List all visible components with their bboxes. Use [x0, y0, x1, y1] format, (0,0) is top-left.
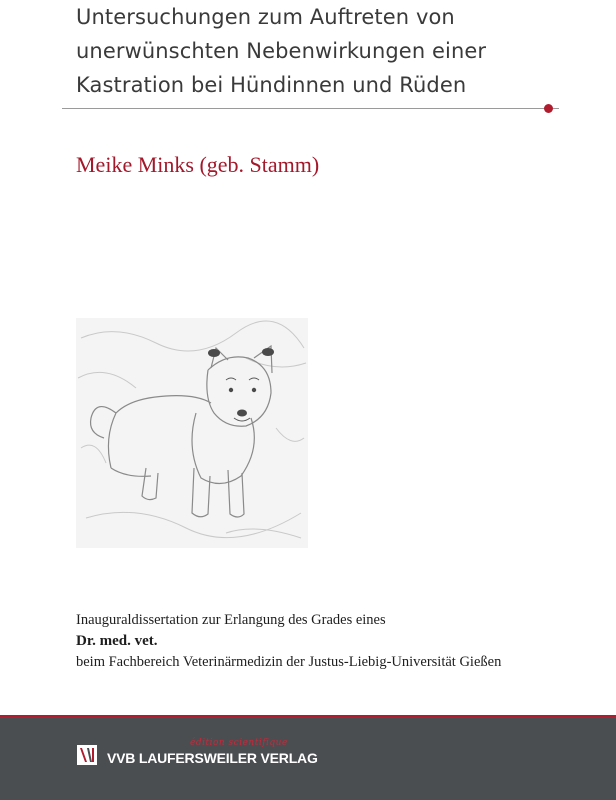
dog-sketch-photo	[76, 318, 308, 548]
author-name: Meike Minks (geb. Stamm)	[76, 152, 320, 177]
title-line-1: Untersuchungen zum Auftreten von	[76, 5, 455, 29]
divider-tail	[553, 108, 559, 109]
degree: Dr. med. vet.	[76, 633, 158, 649]
title-divider	[62, 108, 548, 109]
dissertation-line: Inauguraldissertation zur Erlangung des Grades eines	[76, 612, 386, 628]
publisher-tagline: édition scientifique	[190, 738, 288, 748]
title-line-2: unerwünschten Nebenwirkungen einer	[76, 39, 487, 63]
dissertation-info	[76, 610, 606, 673]
title-line-3: Kastration bei Hündinnen und Rüden	[76, 73, 467, 97]
vvb-logo-icon	[77, 745, 97, 765]
publisher-name: VVB LAUFERSWEILER VERLAG	[107, 750, 318, 766]
book-title	[76, 0, 596, 102]
divider-dot	[544, 104, 553, 113]
faculty-line: beim Fachbereich Veterinärmedizin der Justus-Liebig-Universität Gießen	[76, 654, 502, 670]
